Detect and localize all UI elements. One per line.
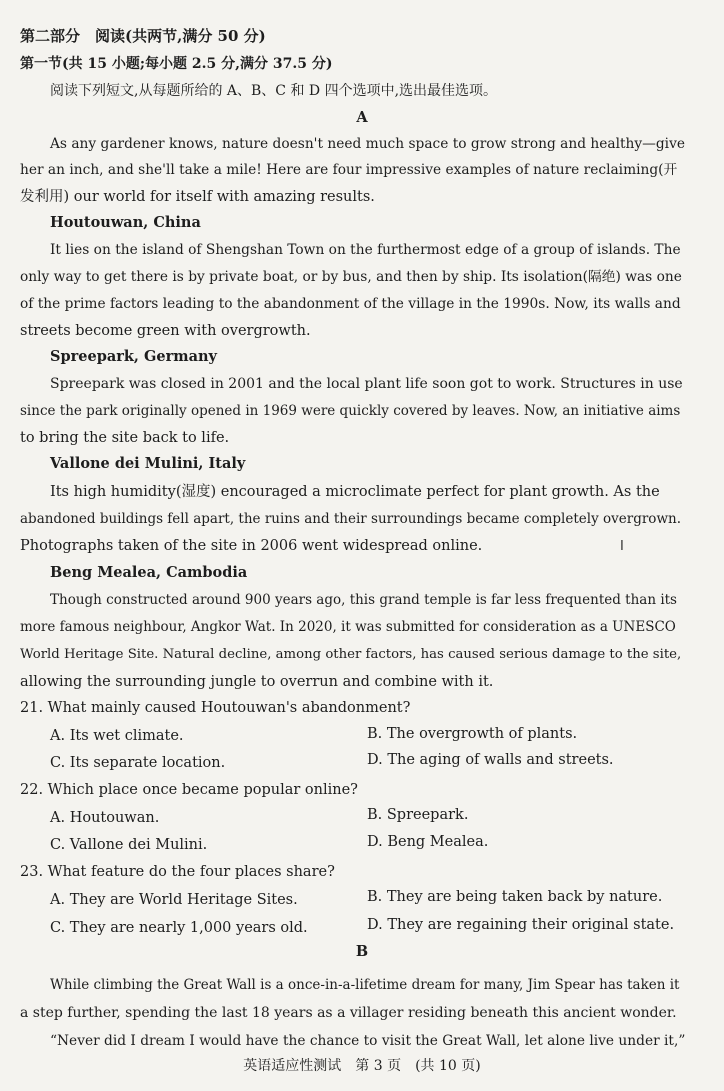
place-text-line: World Heritage Site. Natural decline, among other factors, has caused serious damage to the site, bbox=[20, 647, 682, 662]
place-heading-beng-mealea: Beng Mealea, Cambodia bbox=[50, 564, 248, 581]
place-heading-houtouwan: Houtouwan, China bbox=[50, 214, 201, 231]
passage-b-line: a step further, spending the last 18 years as a villager residing beneath this ancient wonder. bbox=[20, 1005, 677, 1021]
place-text-line: Spreepark was closed in 2001 and the local plant life soon got to work. Structures in use bbox=[50, 376, 683, 392]
passage-b-label: B bbox=[355, 943, 369, 960]
place-text-line: only way to get there is by private boat, or by bus, and then by ship. Its isolation(隔绝) was one bbox=[20, 269, 682, 285]
passage-b-line: While climbing the Great Wall is a once-in-a-lifetime dream for many, Jim Spear has taken it bbox=[50, 977, 680, 993]
handwritten-mark: I bbox=[620, 539, 624, 554]
section-subtitle: 第一节(共 15 小题;每小题 2.5 分,满分 37.5 分) bbox=[20, 56, 333, 72]
question-21-option-b: B. The overgrowth of plants. bbox=[367, 726, 578, 742]
place-text-line: to bring the site back to life. bbox=[20, 430, 230, 446]
place-text-line: since the park originally opened in 1969 were quickly covered by leaves. Now, an initiative aims bbox=[20, 403, 681, 419]
question-22-option-b: B. Spreepark. bbox=[367, 807, 469, 823]
question-23-option-a: A. They are World Heritage Sites. bbox=[50, 892, 298, 908]
page-footer: 英语适应性测试 第 3 页 (共 10 页) bbox=[243, 1058, 481, 1074]
passage-a-intro-line: As any gardener knows, nature doesn't need much space to grow strong and healthy—give bbox=[50, 136, 685, 152]
place-text-line: Though constructed around 900 years ago, this grand temple is far less frequented than its bbox=[50, 592, 677, 608]
question-21-stem: 21. What mainly caused Houtouwan's abandonment? bbox=[20, 700, 411, 716]
question-23-stem: 23. What feature do the four places share? bbox=[20, 864, 335, 880]
question-22-option-c: C. Vallone dei Mulini. bbox=[50, 837, 208, 853]
question-21-option-a: A. Its wet climate. bbox=[50, 728, 184, 744]
section-title: 第二部分 阅读(共两节,满分 50 分) bbox=[20, 27, 266, 45]
place-text-line: of the prime factors leading to the abandonment of the village in the 1990s. Now, its walls and bbox=[20, 296, 681, 312]
place-heading-spreepark: Spreepark, Germany bbox=[50, 348, 217, 365]
passage-a-intro-line: her an inch, and she'll take a mile! Here are four impressive examples of nature reclaiming(开 bbox=[20, 162, 678, 178]
question-21-option-c: C. Its separate location. bbox=[50, 755, 226, 771]
instruction: 阅读下列短文,从每题所给的 A、B、C 和 D 四个选项中,选出最佳选项。 bbox=[50, 83, 498, 99]
place-text-line: allowing the surrounding jungle to overrun and combine with it. bbox=[20, 674, 494, 690]
place-text-line: Photographs taken of the site in 2006 went widespread online. bbox=[20, 538, 483, 554]
question-21-option-d: D. The aging of walls and streets. bbox=[367, 752, 614, 768]
place-text-line: more famous neighbour, Angkor Wat. In 2020, it was submitted for consideration as a UNESCO bbox=[20, 619, 676, 635]
passage-a-label: A bbox=[356, 109, 368, 126]
question-22-stem: 22. Which place once became popular online? bbox=[20, 782, 358, 798]
question-22-option-d: D. Beng Mealea. bbox=[367, 834, 489, 850]
question-23-option-c: C. They are nearly 1,000 years old. bbox=[50, 920, 308, 936]
place-text-line: streets become green with overgrowth. bbox=[20, 323, 311, 339]
place-heading-vallone: Vallone dei Mulini, Italy bbox=[50, 455, 246, 472]
question-23-option-d: D. They are regaining their original state. bbox=[367, 917, 675, 933]
passage-a-intro-line: 发利用) our world for itself with amazing results. bbox=[20, 189, 375, 205]
passage-b-line: “Never did I dream I would have the chance to visit the Great Wall, let alone live under it,” bbox=[50, 1033, 686, 1049]
question-23-option-b: B. They are being taken back by nature. bbox=[367, 889, 663, 905]
place-text-line: abandoned buildings fell apart, the ruins and their surroundings became completely overgrown. bbox=[20, 511, 681, 527]
place-text-line: It lies on the island of Shengshan Town on the furthermost edge of a group of islands. The bbox=[50, 242, 681, 258]
place-text-line: Its high humidity(湿度) encouraged a microclimate perfect for plant growth. As the bbox=[50, 484, 660, 500]
question-22-option-a: A. Houtouwan. bbox=[50, 810, 160, 826]
